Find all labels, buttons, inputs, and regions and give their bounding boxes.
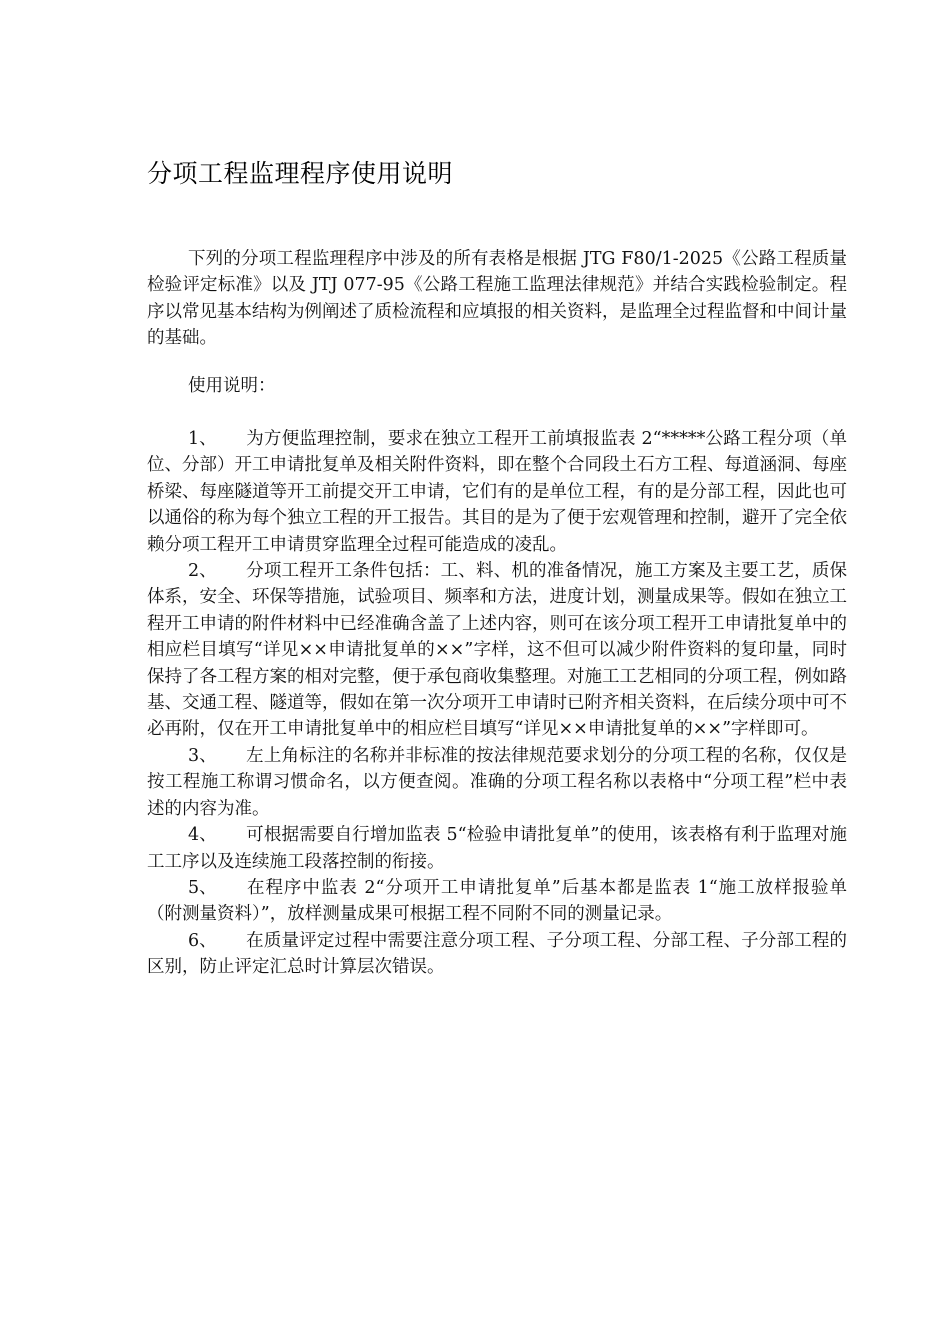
list-item-number: 6、 bbox=[188, 930, 217, 951]
list-item-number: 4、 bbox=[188, 825, 217, 846]
list-item-text: 在程序中监表 2“分项开工申请批复单”后基本都是监表 1“施工放样报验单（附测量资料）”，放样测量成果可根据工程不同附不同的测量记录。 bbox=[147, 877, 847, 925]
list-item bbox=[147, 743, 847, 822]
list-item bbox=[147, 875, 847, 928]
list-item-text: 左上角标注的名称并非标准的按法律规范要求划分的分项工程的名称，仅仅是按工程施工称谓习惯命名，以方便查阅。准确的分项工程名称以表格中“分项工程”栏中表述的内容为准。 bbox=[147, 745, 847, 819]
list-item-number: 1、 bbox=[188, 429, 217, 449]
list-item bbox=[147, 928, 847, 981]
intro-paragraph: 下列的分项工程监理程序中涉及的所有表格是根据 JTG F80/1-2025《公路工程质量检验评定标准》以及 JTJ 077-95《公路工程施工监理法律规范》并结合实践检验制定。程序以常见基本结构为例阐述了质检流程和应填报的相关资料，是监理全过程监督和中间计量的基础。 bbox=[147, 249, 847, 349]
list-item bbox=[147, 822, 847, 875]
usage-label: 使用说明： bbox=[188, 376, 276, 396]
list-item bbox=[147, 558, 847, 743]
list-item-number: 3、 bbox=[188, 745, 217, 766]
list-item-text: 为方便监理控制，要求在独立工程开工前填报监表 2“*****公路工程分项（单位、分部）开工申请批复单及相关附件资料，即在整个合同段土石方工程、每道涵洞、每座桥梁、每座隧道等开工前提交开工申请，它们有的是单位工程，有的是分部工程，因此也可以通俗的称为每个独立工程的开工报告。其目的是为了便于宏观管理和控制，避开了完全依赖分项工程开工申请贯穿监理全过程可能造成的凌乱。 bbox=[147, 429, 847, 555]
list-item bbox=[147, 426, 847, 558]
list-item-text: 可根据需要自行增加监表 5“检验申请批复单”的使用，该表格有利于监理对施工工序以及连续施工段落控制的衔接。 bbox=[147, 825, 847, 872]
list-item-number: 2、 bbox=[188, 561, 217, 582]
list-item-text: 在质量评定过程中需要注意分项工程、子分项工程、分部工程、子分部工程的区别，防止评定汇总时计算层次错误。 bbox=[147, 930, 847, 978]
list-item-number: 5、 bbox=[188, 877, 217, 898]
usage-list bbox=[147, 426, 847, 981]
document-title: 分项工程监理程序使用说明 bbox=[147, 159, 454, 188]
list-item-text: 分项工程开工条件包括：工、料、机的准备情况，施工方案及主要工艺，质保体系，安全、环保等措施，试验项目、频率和方法，进度计划，测量成果等。假如在独立工程开工申请的附件材料中已经准确含盖了上述内容，则可在该分项工程开工申请批复单中的相应栏目填写“详见××申请批复单的××”字样，这不但可以减少附件资料的复印量，同时保持了各工程方案的相对完整，便于承包商收集整理。对施工工艺相同的分项工程，例如路基、交通工程、隧道等，假如在第一次分项开工申请时已附齐相关资料，在后续分项中可不必再附，仅在开工申请批复单中的相应栏目填写“详见××申请批复单的××”字样即可。 bbox=[147, 561, 847, 740]
